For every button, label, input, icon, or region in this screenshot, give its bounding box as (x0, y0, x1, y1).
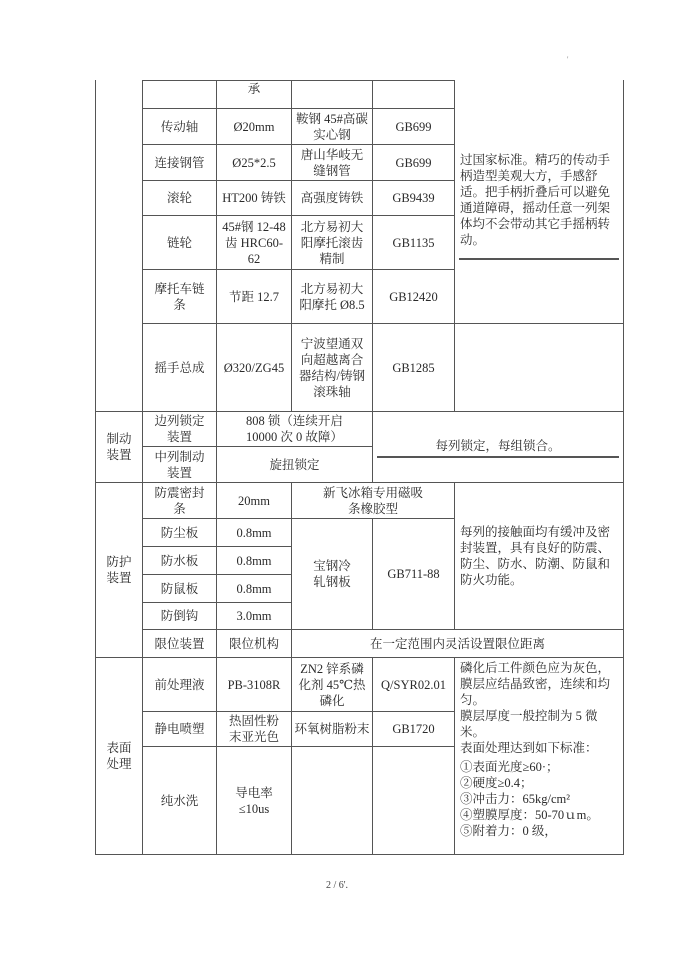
item-name: 连接钢管 (142, 144, 217, 181)
drive-note: 过国家标准。精巧的传动手柄造型美观大方，手感舒适。把手柄折叠后可以避免通道障碍，摇动任意一列架体均不会带动其它手摇柄转动。 (454, 80, 624, 324)
table-cell (142, 80, 217, 109)
item-spec: PB-3108R (216, 657, 292, 712)
item-name: 边列锁定装置 (142, 411, 217, 447)
item-standard: GB1285 (372, 323, 455, 412)
surface-note-line: ④塑膜厚度：50-70ｕm。 (460, 808, 599, 822)
item-spec: 20mm (216, 482, 292, 519)
surface-note-line: 磷化后工件颜色应为灰色，膜层应结晶致密，连续和均匀。 (460, 661, 611, 707)
item-material: 鞍钢 45#高碳实心钢 (291, 108, 373, 145)
item-spec: 45#钢 12-48 齿 HRC60-62 (216, 215, 292, 270)
item-spec: 节距 12.7 (216, 269, 292, 324)
page-number: 2 / 6'. (325, 880, 349, 891)
limit-desc: 在一定范围内灵活设置限位距离 (291, 629, 624, 658)
category-brake: 制动装置 (95, 411, 143, 483)
item-standard: GB12420 (372, 269, 455, 324)
item-standard: GB1135 (372, 215, 455, 270)
item-name: 静电喷塑 (142, 711, 217, 747)
item-spec: 热固性粉末亚光色 (216, 711, 292, 747)
corner-mark: ' (567, 55, 569, 64)
item-standard: GB9439 (372, 180, 455, 216)
surface-note-line: ③冲击力：65kg/cm² (460, 792, 570, 806)
divider (377, 456, 619, 458)
item-name: 防尘板 (142, 518, 217, 547)
item-name: 防震密封条 (142, 482, 217, 519)
item-material: 宁波望通双向超越离合器结构/铸钢滚珠轴 (291, 323, 373, 412)
table-cell (454, 323, 624, 412)
item-material: ZN2 锌系磷化剂 45℃热磷化 (291, 657, 373, 712)
surface-note-line: ⑤附着力：0 级， (460, 824, 557, 838)
category-surface: 表面处理 (95, 657, 143, 855)
plate-material: 宝钢冷轧钢板 (291, 518, 373, 630)
plate-standard: GB711-88 (372, 518, 455, 630)
item-standard: Q/SYR02.01 (372, 657, 455, 712)
table-cell (291, 80, 373, 109)
item-spec: 0.8mm (216, 574, 292, 603)
item-spec: 3.0mm (216, 602, 292, 630)
item-name: 限位装置 (142, 629, 217, 658)
divider (459, 258, 619, 260)
item-spec: 旋扭锁定 (216, 446, 373, 483)
item-standard: GB1720 (372, 711, 455, 747)
item-name: 防倒钩 (142, 602, 217, 630)
item-standard: GB699 (372, 108, 455, 145)
item-name: 链轮 (142, 215, 217, 270)
item-name: 前处理液 (142, 657, 217, 712)
surface-note-line: 膜层厚度一般控制为 5 微米。 (460, 709, 598, 739)
item-spec: 0.8mm (216, 518, 292, 547)
surface-note-line: ②硬度≥0.4； (460, 776, 533, 790)
item-name: 滚轮 (142, 180, 217, 216)
item-spec: Ø320/ZG45 (216, 323, 292, 412)
item-name: 防水板 (142, 546, 217, 575)
category-protect: 防护装置 (95, 482, 143, 658)
item-material: 北方易初大阳摩托 Ø8.5 (291, 269, 373, 324)
item-spec: Ø20mm (216, 108, 292, 145)
item-standard: GB699 (372, 144, 455, 181)
item-name: 防鼠板 (142, 574, 217, 603)
surface-note-line: 表面处理达到如下标准： (460, 741, 598, 755)
item-name: 摩托车链条 (142, 269, 217, 324)
item-material: 新飞冰箱专用磁吸条橡胶型 (291, 482, 455, 519)
item-spec: HT200 铸铁 (216, 180, 292, 216)
item-name: 纯水洗 (142, 746, 217, 855)
item-spec: 导电率≤10us (216, 746, 292, 855)
item-material: 唐山华岐无缝钢管 (291, 144, 373, 181)
item-name: 传动轴 (142, 108, 217, 145)
item-spec: 0.8mm (216, 546, 292, 575)
item-name: 中列制动装置 (142, 446, 217, 483)
item-spec: Ø25*2.5 (216, 144, 292, 181)
item-standard (372, 746, 455, 855)
item-spec: 808 锁（连续开启 10000 次 0 故障） (216, 411, 373, 447)
item-material (291, 746, 373, 855)
item-material: 环氧树脂粉末 (291, 711, 373, 747)
category-cell-drive (95, 80, 143, 412)
table-cell: 承 (216, 80, 292, 109)
brake-note: 每列锁定，每组锁合。 (372, 411, 624, 483)
protect-note: 每列的接触面均有缓冲及密封装置，具有良好的防震、防尘、防水、防潮、防鼠和防火功能。 (454, 482, 624, 630)
item-name: 摇手总成 (142, 323, 217, 412)
table-cell (372, 80, 455, 109)
surface-note (454, 657, 624, 855)
surface-note-line: ①表面光度≥60·； (460, 760, 559, 774)
item-material: 高强度铸铁 (291, 180, 373, 216)
item-material: 北方易初大阳摩托滚齿精制 (291, 215, 373, 270)
item-spec: 限位机构 (216, 629, 292, 658)
